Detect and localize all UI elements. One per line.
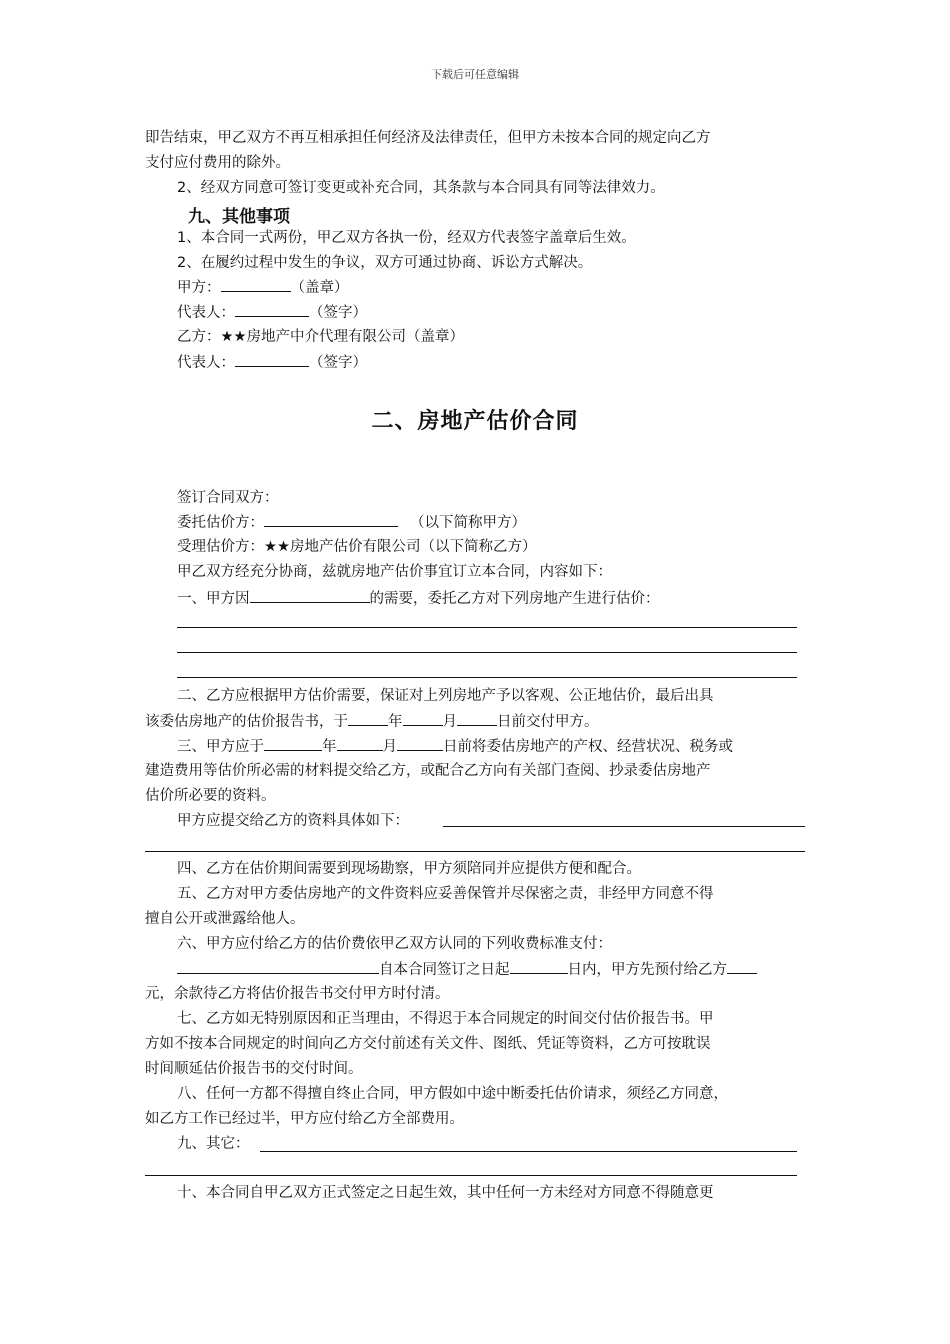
clause-6-line-2 xyxy=(177,959,757,980)
paragraph-line: 九、其它： xyxy=(177,1136,250,1152)
paragraph-line: 估价所必要的资料。 xyxy=(145,788,276,804)
page-header: 下载后可任意编辑 xyxy=(431,68,519,81)
blank-field[interactable] xyxy=(235,302,309,317)
blank-field[interactable] xyxy=(348,711,388,726)
blank-line[interactable] xyxy=(177,627,797,628)
paragraph-line: 七、乙方如无特别原因和正当理由，不得迟于本合同规定的时间交付估价报告书。甲 xyxy=(177,1011,714,1027)
paragraph-line: 1、本合同一式两份，甲乙双方各执一份，经双方代表签字盖章后生效。 xyxy=(177,230,636,246)
label: （签字） xyxy=(309,305,367,321)
blank-line[interactable] xyxy=(177,677,797,678)
paragraph-line: 2、在履约过程中发生的争议，双方可通过协商、诉讼方式解决。 xyxy=(177,255,593,271)
paragraph-line: 签订合同双方： xyxy=(177,490,279,506)
blank-field[interactable] xyxy=(250,588,370,603)
paragraph-line: 受理估价方：★★房地产估价有限公司（以下简称乙方） xyxy=(177,539,537,555)
blank-field[interactable] xyxy=(264,512,398,527)
label: 委托估价方： xyxy=(177,515,264,531)
label: （签字） xyxy=(309,355,367,371)
signature-party-b: 乙方：★★房地产中介代理有限公司（盖章） xyxy=(177,329,464,345)
paragraph-line: 甲乙双方经充分协商，兹就房地产估价事宜订立本合同，内容如下： xyxy=(177,564,612,580)
label: 日前将委估房地产的产权、经营状况、税务或 xyxy=(443,739,733,755)
label: 代表人： xyxy=(177,305,235,321)
label: 三、甲方应于 xyxy=(177,739,264,755)
blank-line[interactable] xyxy=(177,652,797,653)
signature-rep-2 xyxy=(177,352,367,373)
paragraph-line: 支付应付费用的除外。 xyxy=(145,155,290,171)
label: （以下简称甲方） xyxy=(410,515,526,531)
paragraph-line: 甲方应提交给乙方的资料具体如下： xyxy=(177,813,409,829)
blank-field[interactable] xyxy=(457,711,497,726)
blank-line[interactable] xyxy=(260,1151,797,1152)
label: 甲方： xyxy=(177,280,221,296)
label: 年 xyxy=(388,714,403,730)
paragraph-line: 方如不按本合同规定的时间向乙方交付前述有关文件、图纸、凭证等资料，乙方可按耽误 xyxy=(145,1036,711,1052)
clause-2-line-2 xyxy=(145,711,599,732)
paragraph-line: 八、任何一方都不得擅自终止合同，甲方假如中途中断委托估价请求，须经乙方同意， xyxy=(177,1086,728,1102)
paragraph-line: 二、乙方应根据甲方估价需要，保证对上列房地产予以客观、公正地估价，最后出具 xyxy=(177,688,714,704)
paragraph-line: 时间顺延估价报告书的交付时间。 xyxy=(145,1061,363,1077)
label: 月 xyxy=(382,739,397,755)
paragraph-line: 六、甲方应付给乙方的估价费依甲乙双方认同的下列收费标准支付： xyxy=(177,936,612,952)
signature-party-a xyxy=(177,277,349,298)
label: 的需要，委托乙方对下列房地产生进行估价： xyxy=(369,591,660,607)
blank-line[interactable] xyxy=(443,826,805,827)
blank-field[interactable] xyxy=(221,277,291,292)
contract-title: 二、房地产估价合同 xyxy=(371,409,579,434)
label: 日前交付甲方。 xyxy=(497,714,599,730)
clause-3-line-1 xyxy=(177,736,733,757)
paragraph-line: 建造费用等估价所必需的材料提交给乙方，或配合乙方向有关部门查阅、抄录委估房地产 xyxy=(145,763,711,779)
paragraph-line: 五、乙方对甲方委估房地产的文件资料应妥善保管并尽保密之责，非经甲方同意不得 xyxy=(177,886,714,902)
blank-field[interactable] xyxy=(264,736,322,751)
label: 一、甲方因 xyxy=(177,591,250,607)
client-line xyxy=(177,512,526,533)
signature-rep-1 xyxy=(177,302,367,323)
blank-field[interactable] xyxy=(397,736,443,751)
blank-field[interactable] xyxy=(177,959,379,974)
label: 月 xyxy=(442,714,457,730)
paragraph-line: 元，余款待乙方将估价报告书交付甲方时付清。 xyxy=(145,986,450,1002)
blank-field[interactable] xyxy=(337,736,383,751)
label: 年 xyxy=(322,739,337,755)
label: 自本合同签订之日起 xyxy=(379,962,510,978)
blank-line[interactable] xyxy=(145,851,805,852)
label: （盖章） xyxy=(290,280,349,296)
label: 代表人： xyxy=(177,355,235,371)
clause-1 xyxy=(177,588,660,609)
section-heading: 九、其他事项 xyxy=(188,207,290,227)
label: 日内，甲方先预付给乙方 xyxy=(567,962,727,978)
paragraph-line: 即告结束，甲乙双方不再互相承担任何经济及法律责任，但甲方未按本合同的规定向乙方 xyxy=(145,130,711,146)
blank-line[interactable] xyxy=(145,1175,797,1176)
paragraph-line: 擅自公开或泄露给他人。 xyxy=(145,911,305,927)
blank-field[interactable] xyxy=(403,711,443,726)
blank-field[interactable] xyxy=(235,352,309,367)
blank-field[interactable] xyxy=(727,959,757,974)
paragraph-line: 2、经双方同意可签订变更或补充合同，其条款与本合同具有同等法律效力。 xyxy=(177,180,665,196)
blank-field[interactable] xyxy=(510,959,568,974)
paragraph-line: 十、本合同自甲乙双方正式签定之日起生效，其中任何一方未经对方同意不得随意更 xyxy=(177,1185,714,1201)
paragraph-line: 如乙方工作已经过半，甲方应付给乙方全部费用。 xyxy=(145,1111,464,1127)
paragraph-line: 四、乙方在估价期间需要到现场勘察，甲方须陪同并应提供方便和配合。 xyxy=(177,861,641,877)
label: 该委估房地产的估价报告书，于 xyxy=(145,714,348,730)
